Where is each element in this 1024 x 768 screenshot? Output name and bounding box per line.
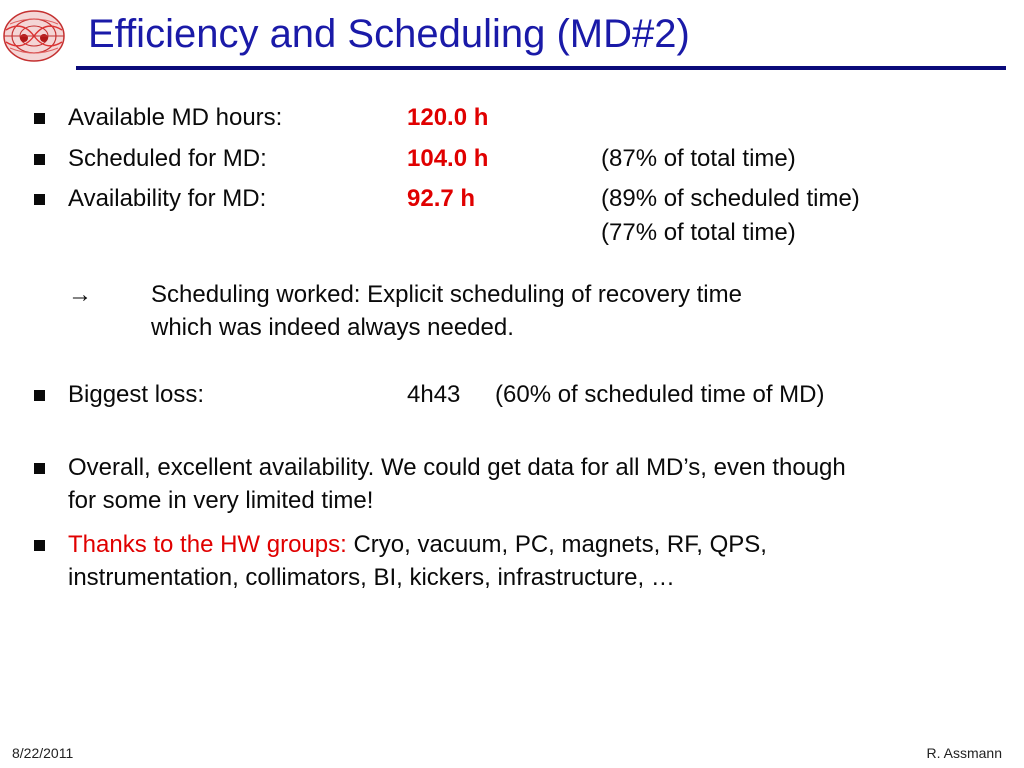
page-title: Efficiency and Scheduling (MD#2) — [88, 12, 690, 56]
row-label: Available MD hours: — [68, 104, 283, 131]
bullet-icon — [34, 540, 45, 551]
bullet-icon — [34, 463, 45, 474]
arrow-icon: → — [68, 281, 92, 308]
row-value: 92.7 h — [407, 185, 476, 212]
footer-date: 8/22/2011 — [12, 745, 74, 761]
row-note: (87% of total time) — [601, 145, 796, 172]
thanks-line-1 — [68, 529, 767, 561]
bullet-icon — [34, 194, 45, 205]
row-value: 104.0 h — [407, 145, 489, 172]
thanks-rest: Cryo, vacuum, PC, magnets, RF, QPS, — [346, 531, 767, 558]
thanks-lead: Thanks to the HW groups: — [68, 531, 347, 558]
loss-note: (60% of scheduled time of MD) — [495, 381, 825, 408]
conclusion-line-1: Scheduling worked: Explicit scheduling of recovery time — [151, 281, 742, 308]
bullet-icon — [34, 390, 45, 401]
row-label: Scheduled for MD: — [68, 145, 267, 172]
row-note: (89% of scheduled time) — [601, 185, 860, 212]
lhc-logo-icon — [2, 8, 66, 64]
loss-label: Biggest loss: — [68, 381, 205, 408]
conclusion-line-2: which was indeed always needed. — [151, 314, 514, 341]
title-divider — [76, 66, 1006, 70]
row-label: Availability for MD: — [68, 185, 267, 212]
bullet-icon — [34, 113, 45, 124]
overall-line-2: for some in very limited time! — [68, 487, 374, 514]
bullet-icon — [34, 154, 45, 165]
footer-author: R. Assmann — [926, 745, 1002, 761]
row-note-secondary: (77% of total time) — [601, 219, 796, 246]
thanks-line-2: instrumentation, collimators, BI, kickers, infrastructure, … — [68, 564, 675, 591]
loss-value: 4h43 — [407, 381, 461, 408]
row-value: 120.0 h — [407, 104, 489, 131]
overall-line-1: Overall, excellent availability. We could get data for all MD’s, even though — [68, 454, 846, 481]
